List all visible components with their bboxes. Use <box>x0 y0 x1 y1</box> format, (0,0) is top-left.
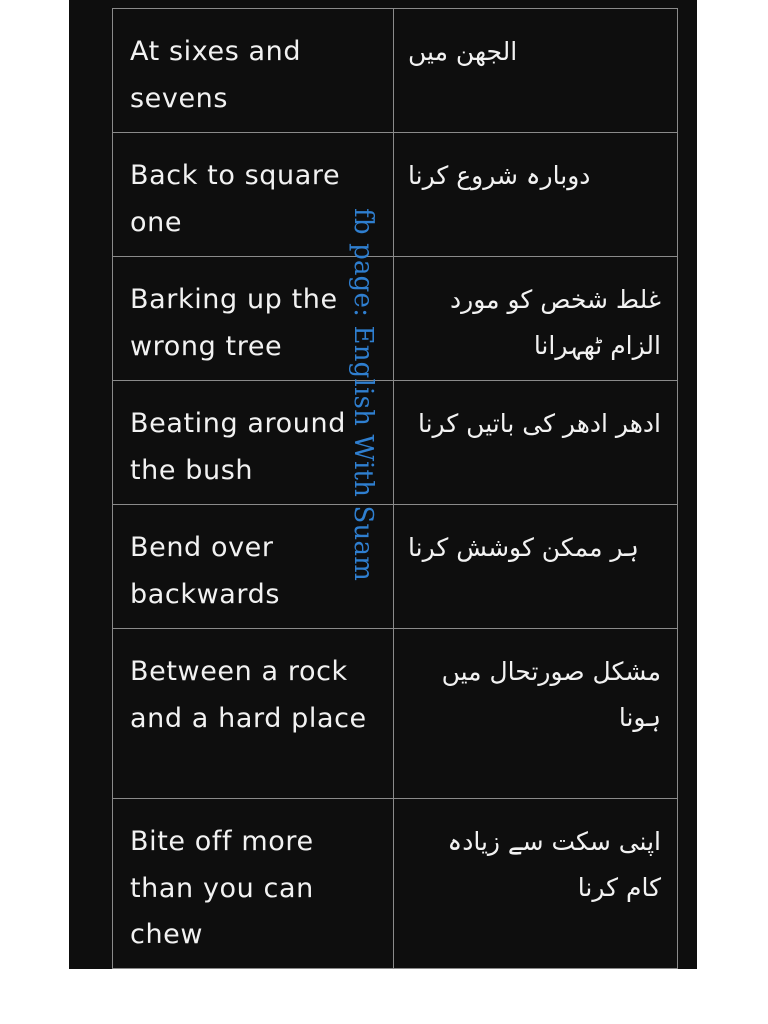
english-idiom-cell: Back to square one <box>113 133 394 256</box>
english-idiom-cell: Beating around the bush <box>113 381 394 504</box>
urdu-meaning-cell: مشکل صورتحال میں ہونا <box>441 657 661 732</box>
english-idiom-cell: Bend over backwards <box>113 505 394 628</box>
english-idiom-cell: Barking up the wrong tree <box>113 257 394 380</box>
idioms-table <box>112 8 678 969</box>
english-idiom-cell: Bite off more than you can chew <box>113 799 394 968</box>
table-row <box>113 381 677 505</box>
table-row <box>113 133 677 257</box>
table-row <box>113 629 677 799</box>
english-idiom-cell: At sixes and sevens <box>113 9 394 132</box>
table-row <box>113 799 677 969</box>
urdu-meaning-cell: دوبارہ شروع کرنا <box>408 161 591 190</box>
urdu-meaning-cell: ہر ممکن کوشش کرنا <box>408 533 639 562</box>
urdu-meaning-cell: الجھن میں <box>408 37 518 66</box>
urdu-meaning-cell: غلط شخص کو مورد الزام ٹھہرانا <box>450 285 661 360</box>
watermark-text: fb page: English With Suam <box>348 208 378 582</box>
table-row <box>113 9 677 133</box>
table-row <box>113 505 677 629</box>
urdu-meaning-cell: ادھر ادھر کی باتیں کرنا <box>417 409 661 438</box>
table-row <box>113 257 677 381</box>
english-idiom-cell: Between a rock and a hard place <box>113 629 394 798</box>
urdu-meaning-cell: اپنی سکت سے زیادہ کام کرنا <box>447 827 661 902</box>
